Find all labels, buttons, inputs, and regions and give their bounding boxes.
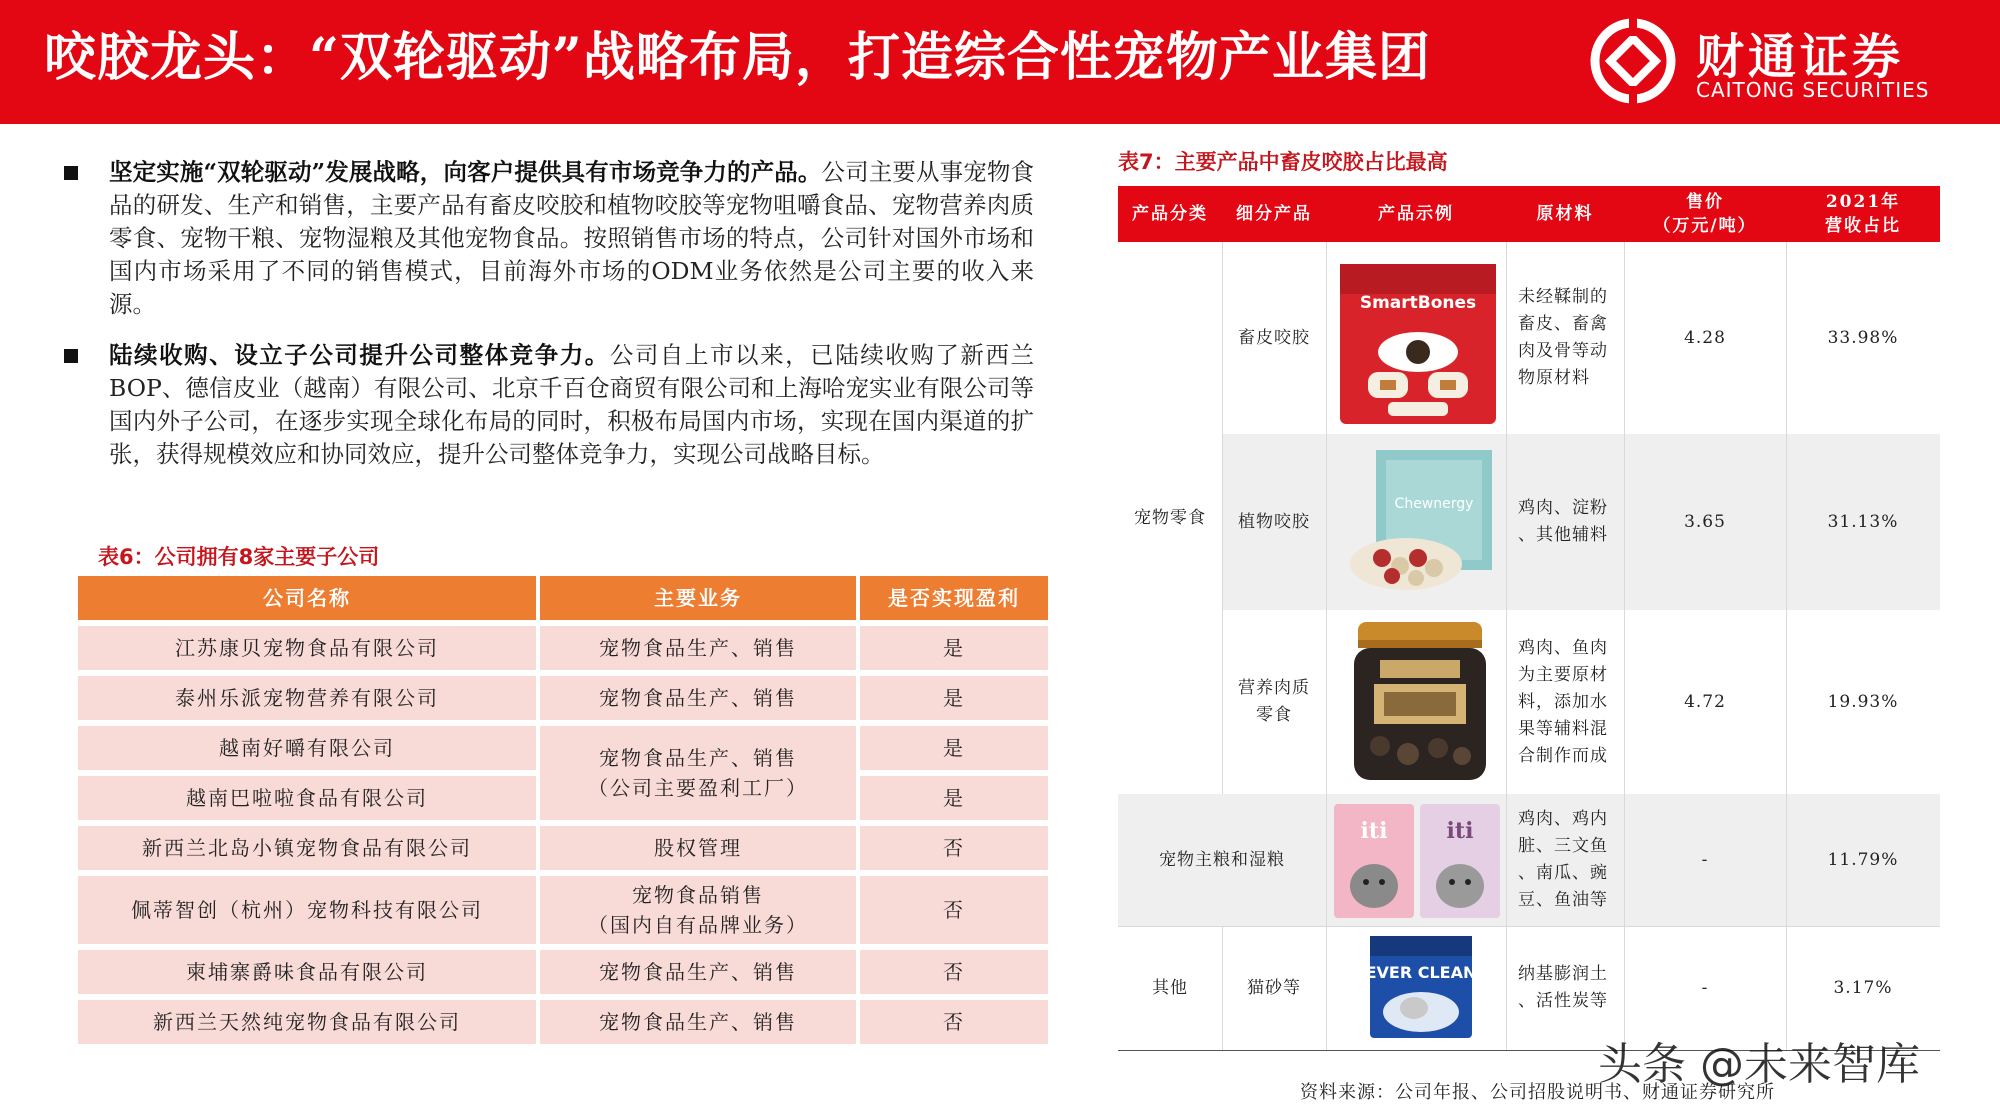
table7-share-staple: 11.79% [1827, 849, 1899, 870]
table7-category-snack: 宠物零食 [1118, 242, 1222, 794]
table7-grid-line [1326, 242, 1327, 1050]
iti-label-2: iti [1446, 818, 1474, 844]
bullet-1-body: 公司主要从事宠物食品的研发、生产和销售，主要产品有畜皮咬胶和植物咬胶等宠物咀嚼食品、宠物营养肉质零食、宠物干粮、宠物湿粮及其他宠物食品。按照销售市场的特点，公司针对国外市场和国内市场采用了不同的销售模式，目前海外市场的ODM业务依然是公司主要的收入来源。 [109, 158, 1035, 318]
table6-company-name: 佩蒂智创（杭州）宠物科技有限公司 [78, 876, 536, 944]
table6-company-name: 越南巴啦啦食品有限公司 [78, 776, 536, 820]
ever-clean-label: EVER CLEAN [1366, 963, 1476, 982]
bullet-square-icon [64, 166, 78, 180]
chewnergy-box-icon [1346, 446, 1494, 598]
table6-company-name: 越南好嚼有限公司 [78, 726, 536, 770]
table6-company-name: 新西兰天然纯宠物食品有限公司 [78, 1000, 536, 1044]
bullet-1-lead: 坚定实施“双轮驱动”发展战略，向客户提供具有市场竞争力的产品。 [109, 158, 822, 186]
table7-material-plant: 鸡肉、淀粉 、其他辅料 [1518, 498, 1608, 545]
table6-profit-status: 否 [860, 950, 1048, 994]
products-table [1118, 186, 1940, 1052]
table6-header-business: 主要业务 [540, 576, 856, 620]
table7-category-other: 其他 [1152, 977, 1188, 998]
table7-caption: 表7：主要产品中畜皮咬胶占比最高 [1118, 150, 1448, 174]
table7-share-litter: 3.17% [1833, 977, 1893, 998]
table6-profit-status: 是 [860, 676, 1048, 720]
logo-english-text: CAITONG SECURITIES [1696, 78, 1930, 102]
smartbones-label: SmartBones [1359, 293, 1477, 313]
table6-company-name: 柬埔寨爵味食品有限公司 [78, 950, 536, 994]
table6-main-business: 宠物食品生产、销售 [540, 950, 856, 994]
bullet-2 [64, 339, 1034, 471]
bullet-2-text [109, 339, 1034, 471]
iti-label-1: iti [1360, 818, 1388, 844]
bullet-2-body: 公司自上市以来，已陆续收购了新西兰BOP、德信皮业（越南）有限公司、北京千百仓商贸有限公司和上海哈宠实业有限公司等国内外子公司，在逐步实现全球化布局的同时，积极布局国内市场，实现在国内渠道的扩张，获得规模效应和协同效应，提升公司整体竞争力，实现公司战略目标。 [109, 341, 1035, 468]
caitong-logo-icon [1590, 18, 1676, 104]
table7-price-meat: 4.72 [1684, 691, 1726, 712]
table6-main-business: 宠物食品生产、销售 [540, 1000, 856, 1044]
table7-material-rawhide: 未经鞣制的 畜皮、畜禽 肉及骨等动 物原材料 [1518, 287, 1608, 388]
table6-profit-status: 是 [860, 726, 1048, 770]
table6-profit-status: 是 [860, 776, 1048, 820]
bullet-2-lead: 陆续收购、设立子公司提升公司整体竞争力。 [109, 341, 610, 369]
table6-main-business: 宠物食品生产、销售 （公司主要盈利工厂） [540, 726, 856, 820]
iti-cat-food-bags-icon [1332, 802, 1502, 920]
table7-price-litter: - [1701, 977, 1709, 998]
watermark: 头条 @未来智库 [1598, 1039, 1920, 1090]
table7-material-litter: 纳基膨润土 、活性炭等 [1518, 964, 1608, 1011]
table7-material-meat: 鸡肉、鱼肉 为主要原材 料，添加水 果等辅料混 合制作而成 [1518, 637, 1608, 766]
table7-price-plant: 3.65 [1684, 511, 1726, 532]
table6-header-profit: 是否实现盈利 [860, 576, 1048, 620]
table6-company-name: 泰州乐派宠物营养有限公司 [78, 676, 536, 720]
ever-clean-litter-box-icon [1366, 934, 1476, 1040]
table6-profit-status: 否 [860, 876, 1048, 944]
table6-header-row [78, 576, 1048, 620]
table7-category-staple: 宠物主粮和湿粮 [1159, 849, 1285, 870]
table6-main-business: 宠物食品生产、销售 [540, 676, 856, 720]
bullet-square-icon [64, 349, 78, 363]
logo-chinese-text: 财通证券 [1696, 29, 1905, 85]
treat-jar-icon [1350, 620, 1490, 786]
table7-sub-rawhide: 畜皮咬胶 [1238, 327, 1310, 348]
table6-caption: 表6：公司拥有8家主要子公司 [98, 545, 380, 569]
smartbones-package-icon [1338, 264, 1498, 424]
table7-header-row [1118, 186, 1940, 242]
page-title: 咬胶龙头：“双轮驱动”战略布局，打造综合性宠物产业集团 [44, 27, 1431, 88]
table7-price-staple: - [1701, 849, 1709, 870]
table7-header-price: 售价 （万元/吨） [1653, 192, 1757, 236]
header-bar [0, 0, 2000, 124]
table7-material-staple: 鸡肉、鸡内 脏、三文鱼 、南瓜、豌 豆、鱼油等 [1518, 809, 1608, 910]
caitong-logo [1590, 16, 1980, 108]
table6-company-name: 新西兰北岛小镇宠物食品有限公司 [78, 826, 536, 870]
table7-header-material: 原材料 [1536, 204, 1594, 224]
source-note: 资料来源：公司年报、公司招股说明书、财通证券研究所 [1300, 1082, 1775, 1103]
table7-share-meat: 19.93% [1827, 691, 1899, 712]
table6-profit-status: 是 [860, 626, 1048, 670]
table6-company-name: 江苏康贝宠物食品有限公司 [78, 626, 536, 670]
table7-header-subproduct: 细分产品 [1236, 204, 1312, 224]
table6-main-business: 股权管理 [540, 826, 856, 870]
table6-profit-status: 否 [860, 826, 1048, 870]
table7-header-share: 2021年 营收占比 [1825, 192, 1901, 236]
table7-share-rawhide: 33.98% [1827, 327, 1899, 348]
table6-main-business: 宠物食品生产、销售 [540, 626, 856, 670]
table6-header-company: 公司名称 [78, 576, 536, 620]
chewnergy-label: Chewnergy [1394, 496, 1474, 512]
table7-price-rawhide: 4.28 [1684, 327, 1726, 348]
table6-profit-status: 否 [860, 1000, 1048, 1044]
table7-share-plant: 31.13% [1827, 511, 1899, 532]
table7-sub-plant: 植物咬胶 [1238, 511, 1310, 532]
table7-sub-meat: 营养肉质 零食 [1238, 678, 1310, 725]
bullet-1-text [109, 156, 1034, 321]
bullet-1 [64, 156, 1034, 321]
table7-header-category: 产品分类 [1132, 204, 1208, 224]
table6-main-business: 宠物食品销售 （国内自有品牌业务） [540, 876, 856, 944]
table7-sub-litter: 猫砂等 [1247, 977, 1301, 998]
table7-header-example: 产品示例 [1378, 204, 1454, 224]
